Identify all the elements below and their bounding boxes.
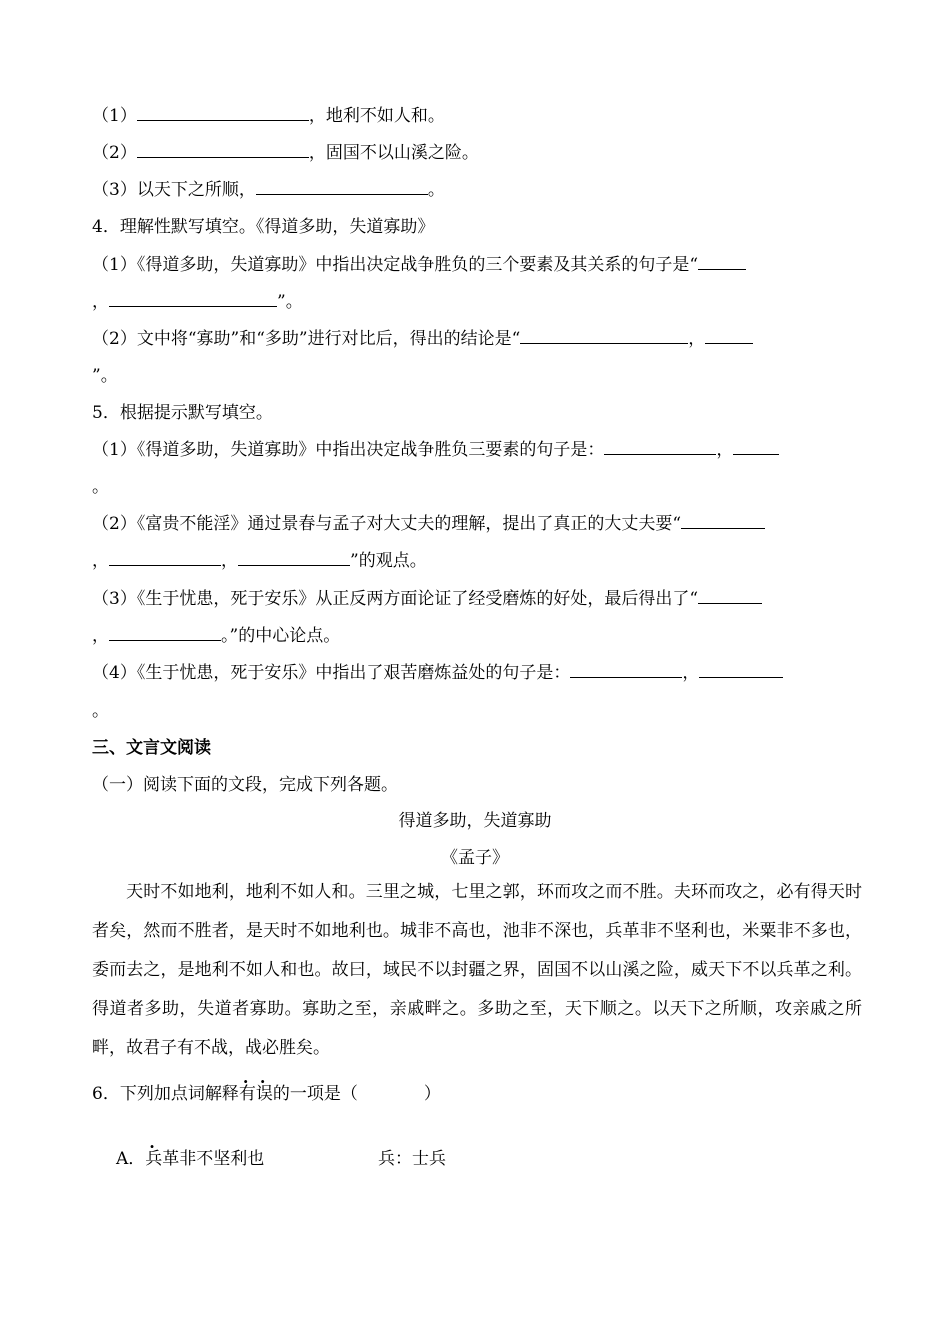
section-heading: 三、文言文阅读: [92, 738, 211, 758]
blank[interactable]: [109, 291, 277, 307]
q5-item-2-line-1: （2）《富贵不能淫》通过景春与孟子对大丈夫的理解，提出了真正的大丈夫要“: [92, 513, 765, 535]
blank[interactable]: [698, 588, 762, 604]
blank[interactable]: [109, 550, 221, 566]
q3-item-1: （1） ，地利不如人和。: [92, 106, 445, 126]
q3-item-2: （2） ，固国不以山溪之险。: [92, 143, 479, 163]
blank[interactable]: [604, 439, 716, 455]
q4-item-2-line-1: （2）文中将“寡助”和“多助”进行对比后，得出的结论是“ ，: [92, 328, 753, 350]
blank[interactable]: [733, 439, 779, 455]
blank[interactable]: [570, 662, 682, 678]
article-passage: 天时不如地利，地利不如人和。三里之城，七里之郭，环而攻之而不胜。夫环而攻之，必有得天时者矣，然而不胜者，是天时不如地利也。城非不高也，池非不深也，兵革非不坚利也，米粟非不多也，委而去之，是地利不如人和也。故曰，域民不以封疆之界，固国不以山溪之险，威天下不以兵革之利。得道者多助，失道者寡助。寡助之至，亲戚畔之。多助之至，天下顺之。以天下之所顺，攻亲戚之所畔，故君子有不战，战必胜矣。: [92, 882, 862, 1058]
emphasis-dot: 有: [238, 1084, 256, 1104]
q5-title: 5．根据提示默写填空。: [92, 403, 273, 423]
blank[interactable]: [109, 625, 221, 641]
q4-item-1-line-2: ， ”。: [92, 292, 303, 312]
q5-item-4-line-1: （4）《生于忧患，死于安乐》中指出了艰苦磨炼益处的句子是： ，: [92, 662, 783, 684]
blank[interactable]: [705, 328, 753, 344]
q5-item-4-line-2: 。: [92, 701, 109, 721]
emphasis-dot: 兵: [145, 1149, 163, 1169]
blank[interactable]: [681, 513, 765, 529]
blank[interactable]: [699, 662, 783, 678]
blank[interactable]: [238, 550, 350, 566]
q5-item-3-line-1: （3）《生于忧患，死于安乐》从正反两方面论证了经受磨炼的好处，最后得出了“: [92, 588, 762, 610]
article-author: 《孟子》: [441, 848, 509, 868]
q5-item-1-line-1: （1）《得道多助，失道寡助》中指出决定战争胜负三要素的句子是： ，: [92, 439, 779, 461]
section-instruction: （一）阅读下面的文段，完成下列各题。: [92, 775, 398, 795]
q4-item-1-line-1: （1）《得道多助，失道寡助》中指出决定战争胜负的三个要素及其关系的句子是“: [92, 254, 746, 276]
emphasis-dot: 误: [255, 1084, 273, 1104]
article-title: 得道多助，失道寡助: [398, 811, 552, 831]
q6-option-a-gloss: 兵：士兵: [378, 1149, 446, 1169]
q6-stem: 6．下列加点词解释有误的一项是（ ）: [92, 1084, 441, 1104]
q5-item-2-line-2: ， ， ”的观点。: [92, 551, 427, 571]
blank[interactable]: [137, 105, 309, 121]
q5-item-3-line-2: ， 。”的中心论点。: [92, 626, 341, 646]
q4-title: 4．理解性默写填空。《得道多助，失道寡助》: [92, 217, 435, 237]
q3-item-3: （3）以天下之所顺， 。: [92, 180, 445, 200]
blank[interactable]: [520, 328, 688, 344]
q4-item-2-line-2: ”。: [92, 366, 118, 386]
blank[interactable]: [256, 179, 428, 195]
blank[interactable]: [698, 254, 746, 270]
q6-option-a[interactable]: A．兵革非不坚利也: [116, 1149, 265, 1169]
blank[interactable]: [137, 142, 309, 158]
q5-item-1-line-2: 。: [92, 477, 109, 497]
